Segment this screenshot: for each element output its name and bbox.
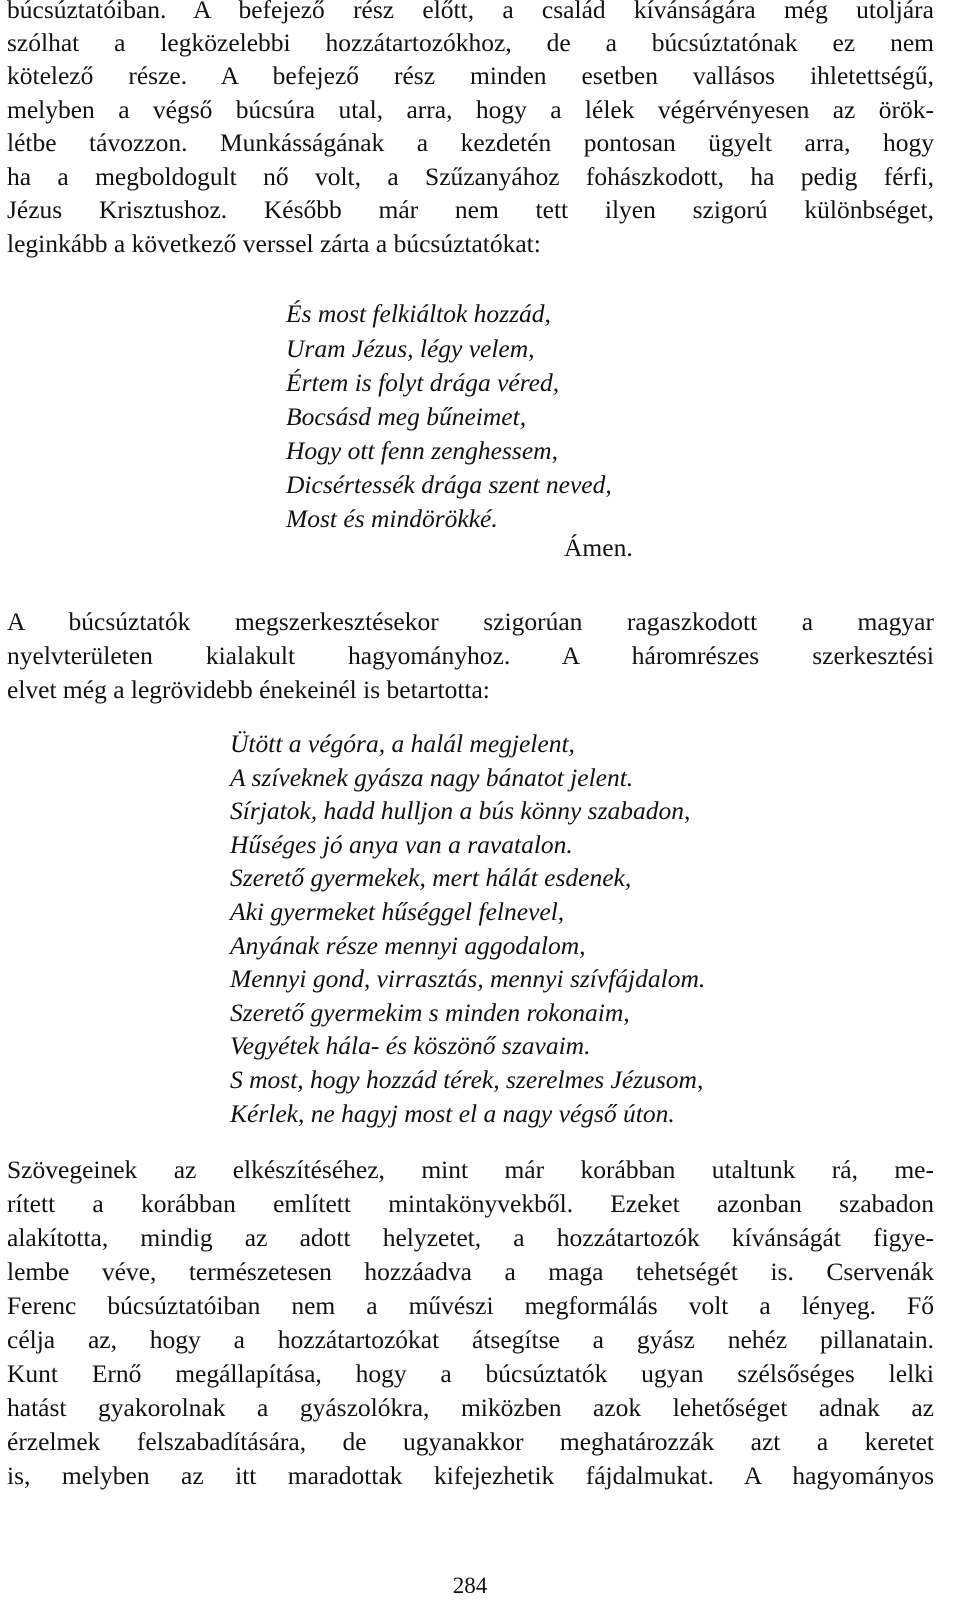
text-line: alakította, mindig az adott helyzetet, a hozzátartozók kívánságát figye- (7, 1223, 934, 1252)
text-line: hatást gyakorolnak a gyászolókra, miközben azok lehetőséget adnak az (7, 1393, 934, 1422)
text-line: A búcsúztatók megszerkesztésekor szigorúan ragaszkodott a magyar (7, 607, 934, 636)
verse-1 (286, 298, 612, 537)
verse-line: Hűséges jó anya van a ravatalon. (230, 829, 573, 859)
verse-line: Mennyi gond, virrasztás, mennyi szívfájdalom. (230, 964, 706, 994)
page-number: 284 (452, 1573, 488, 1598)
verse-line: Anyának része mennyi aggodalom, (230, 930, 586, 960)
text-line: Ferenc búcsúztatóiban nem a művészi megformálás volt a lényeg. Fő (7, 1291, 934, 1320)
verse-line: Ütött a végóra, a halál megjelent, (230, 729, 575, 758)
text-line: létbe távozzon. Munkásságának a kezdetén pontosan ügyelt arra, hogy (7, 128, 934, 157)
text-line: lembe véve, természetesen hozzáadva a maga tehetségét is. Cservenák (7, 1257, 934, 1286)
text-line: rített a korábban említett mintakönyvekből. Ezeket azonban szabadon (7, 1189, 934, 1218)
verse-line: Aki gyermeket hűséggel felnevel, (230, 896, 565, 926)
verse-line: Hogy ott fenn zenghessem, (286, 436, 558, 465)
text-line: szólhat a legközelebbi hozzátartozókhoz, de a búcsúztatónak ez nem (7, 28, 934, 57)
text-line: melyben a végső búcsúra utal, arra, hogy a lélek végérvényesen az örök- (7, 95, 934, 124)
verse-line: Értem is folyt drága véred, (286, 368, 560, 397)
verse-line: S most, hogy hozzád térek, szerelmes Jézusom, (230, 1064, 704, 1094)
text-line: célja az, hogy a hozzátartozókat átsegítse a gyász nehéz pillanatain. (7, 1325, 934, 1354)
text-line: elvet még a legrövidebb énekeinél is betartotta: (7, 675, 490, 704)
text-line: Szövegeinek az elkészítéséhez, mint már korábban utaltunk rá, me- (7, 1155, 934, 1184)
verse-line: Kérlek, ne hagyj most el a nagy végső úton. (230, 1098, 675, 1128)
verse-line: A szíveknek gyásza nagy bánatot jelent. (230, 762, 634, 792)
text-line: Kunt Ernő megállapítása, hogy a búcsúztatók ugyan szélsőséges lelki (7, 1359, 934, 1388)
verse-1-closing: Ámen. (564, 533, 633, 562)
text-line: Jézus Krisztushoz. Később már nem tett ilyen szigorú különbséget, (7, 195, 934, 224)
verse-line: Most és mindörökké. (286, 504, 498, 533)
text-line: ha a megboldogult nő volt, a Szűzanyához fohászkodott, ha pedig férfi, (7, 162, 934, 191)
text-line: is, melyben az itt maradottak kifejezhetik fájdalmukat. A hagyományos (7, 1461, 934, 1490)
text-line: nyelvterületen kialakult hagyományhoz. A háromrészes szerkesztési (7, 641, 934, 670)
verse-line: Dicsértessék drága szent neved, (286, 470, 612, 499)
text-line: érzelmek felszabadítására, de ugyanakkor meghatározzák azt a keretet (7, 1427, 934, 1456)
text-line: kötelező része. A befejező rész minden esetben vallásos ihletettségű, (7, 61, 934, 90)
verse-line: Szerető gyermekek, mert hálát esdenek, (230, 863, 632, 893)
verse-line: Vegyétek hála- és köszönő szavaim. (230, 1031, 591, 1061)
verse-line: És most felkiáltok hozzád, (286, 299, 551, 328)
text-line: leginkább a következő verssel zárta a búcsúztatókat: (7, 229, 541, 258)
verse-line: Uram Jézus, légy velem, (286, 334, 535, 363)
verse-2 (230, 728, 705, 1131)
text-line: búcsúztatóiban. A befejező rész előtt, a család kívánságára még utoljára (7, 0, 934, 24)
verse-line: Bocsásd meg bűneimet, (286, 402, 527, 431)
verse-line: Szerető gyermekim s minden rokonaim, (230, 997, 630, 1027)
verse-line: Sírjatok, hadd hulljon a bús könny szabadon, (230, 796, 691, 826)
